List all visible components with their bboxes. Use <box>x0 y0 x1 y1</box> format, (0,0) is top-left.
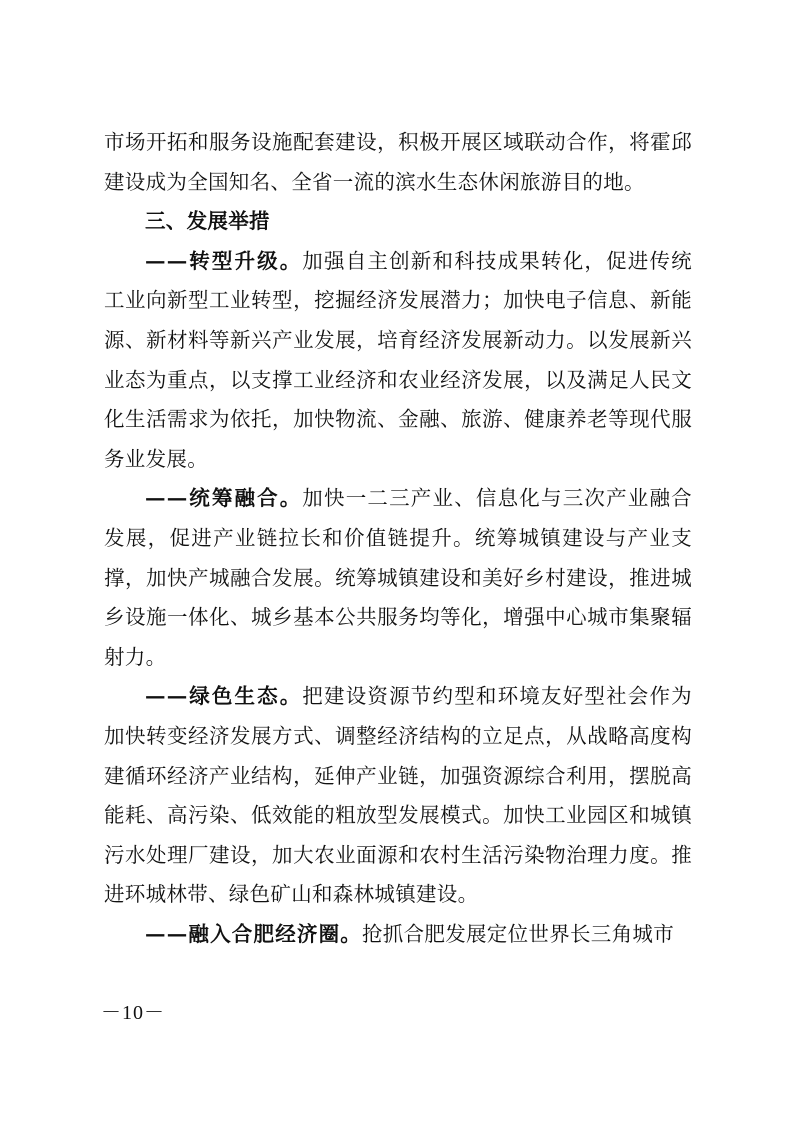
measure-lead-transformation: ——转型升级。 <box>145 248 303 273</box>
document-body <box>104 123 692 954</box>
measure-paragraph-integration <box>104 479 692 677</box>
section-heading: 三、发展举措 <box>145 209 270 234</box>
measure-body-integration: 加快一二三产业、信息化与三次产业融合发展，促进产业链拉长和价值链提升。统筹城镇建设与产业支撑，加快产城融合发展。统筹城镇建设和美好乡村建设，推进城乡设施一体化、城乡基本公共服务均等化，增强中心城市集聚辐射力。 <box>104 486 692 669</box>
measure-body-transformation: 加强自主创新和科技成果转化，促进传统工业向新型工业转型，挖掘经济发展潜力；加快电子信息、新能源、新材料等新兴产业发展，培育经济发展新动力。以发展新兴业态为重点，以支撑工业经济和农业经济发展，以及满足人民文化生活需求为依托，加快物流、金融、旅游、健康养老等现代服务业发展。 <box>104 248 692 471</box>
measure-paragraph-hefei-economic-circle <box>104 915 692 955</box>
measure-paragraph-green-ecology <box>104 677 692 915</box>
measure-body-green-ecology: 把建设资源节约型和环境友好型社会作为加快转变经济发展方式、调整经济结构的立足点，从战略高度构建循环经济产业结构，延伸产业链，加强资源综合利用，摆脱高能耗、高污染、低效能的粗放型发展模式。加快工业园区和城镇污水处理厂建设，加大农业面源和农村生活污染物治理力度。推进环城林带、绿色矿山和森林城镇建设。 <box>104 684 692 907</box>
intro-paragraph: 市场开拓和服务设施配套建设，积极开展区域联动合作，将霍邱建设成为全国知名、全省一流的滨水生态休闲旅游目的地。 <box>104 130 692 194</box>
measure-body-hefei-economic-circle: 抢抓合肥发展定位世界长三角城市 <box>362 921 674 946</box>
measure-lead-green-ecology: ——绿色生态。 <box>145 684 303 709</box>
page-number: －10－ <box>101 1002 165 1024</box>
measure-lead-hefei-economic-circle: ——融入合肥经济圈。 <box>145 921 362 946</box>
measure-lead-integration: ——统筹融合。 <box>145 486 303 511</box>
measure-paragraph-transformation <box>104 242 692 480</box>
